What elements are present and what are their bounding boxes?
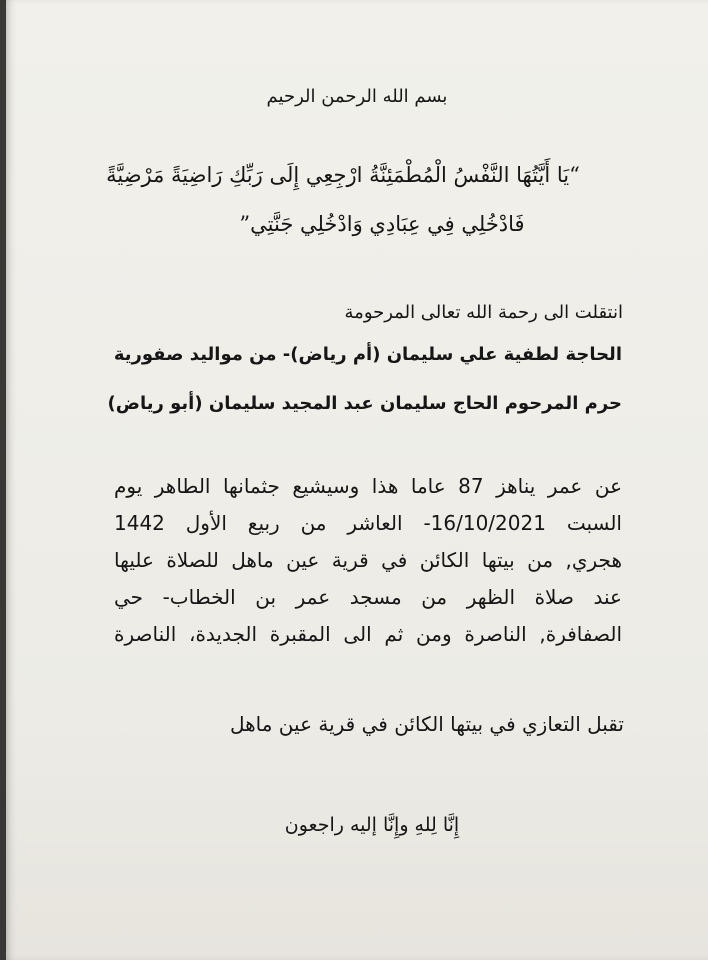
funeral-details-line: السبت 16/10/2021- العاشر من ربيع الأول 1442 — [114, 511, 622, 535]
quran-verse-line-1: “يَا أَيَّتُهَا النَّفْسُ الْمُطْمَئِنَّةُ ارْجِعِي إِلَى رَبِّكِ رَاضِيَةً مَرْضِيَّةً — [106, 163, 580, 187]
funeral-details-line: عند صلاة الظهر من مسجد عمر بن الخطاب- حي — [114, 585, 622, 609]
condolences-line: تقبل التعازي في بيتها الكائن في قرية عين ماهل — [229, 712, 624, 736]
funeral-details-line: عن عمر يناهز 87 عاما هذا وسيشيع جثمانها الطاهر يوم — [114, 474, 622, 498]
funeral-details-line: الصفافرة, الناصرة ومن ثم الى المقبرة الجديدة، الناصرة — [114, 622, 622, 646]
closing-phrase: إِنَّا لِلهِ وإِنَّا إليه راجعون — [284, 814, 460, 836]
basmala-heading: بسم الله الرحمن الرحيم — [266, 86, 448, 107]
obituary-page — [6, 0, 708, 960]
deceased-name-line: الحاجة لطفية علي سليمان (أم رياض)- من مواليد صفورية — [113, 344, 622, 365]
funeral-details-line: هجري, من بيتها الكائن في قرية عين ماهل للصلاة عليها — [114, 548, 622, 572]
quran-verse-line-2: فَادْخُلِي فِي عِبَادِي وَادْخُلِي جَنَّتِي” — [239, 212, 525, 236]
deceased-spouse-line: حرم المرحوم الحاج سليمان عبد المجيد سليمان (أبو رياض) — [107, 393, 622, 414]
announcement-line: انتقلت الى رحمة الله تعالى المرحومة — [344, 302, 623, 323]
